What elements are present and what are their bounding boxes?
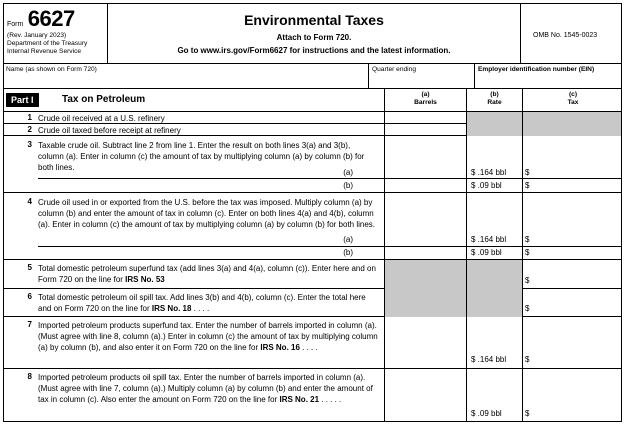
line-text: Imported petroleum products oil spill tax. Enter the number of barrels imported in column (a). (Must agree with line 7, column (a).) Multiply column (a) by column (b) and enter the amount of tax in column (c). Also enter the amount on Form 720 on the line for IRS No. 21 . . . . . <box>38 373 373 404</box>
col-b-header: (b) Rate <box>466 89 522 112</box>
line-number: 3 <box>27 140 32 149</box>
form-word: Form <box>7 21 24 28</box>
line-2 <box>4 124 622 136</box>
line-7-rate-value: $ .164 bbl <box>471 355 507 364</box>
col-a-header: (a) Barrels <box>384 89 466 112</box>
col-c-header: (c) Tax <box>522 89 622 112</box>
line-7-barrels-input[interactable] <box>384 317 466 369</box>
line-1-tax-shaded <box>522 112 622 124</box>
form-number: 6627 <box>27 6 75 31</box>
dollar-sign: $ <box>525 248 530 257</box>
line-number: 1 <box>27 113 32 122</box>
line-text: Taxable crude oil. Subtract line 2 from line 1. Enter the result on both lines 3(a) and 3(b), column (a). Enter in column (c) the amount of tax by multiplying column (a) by column (b) for both lines. <box>38 141 365 172</box>
line-2-barrels-input[interactable] <box>384 124 466 136</box>
line-4b-label: (b) <box>343 248 353 257</box>
dollar-sign: $ <box>525 355 530 364</box>
line-3b-rate: $ .09 bbl <box>471 181 502 190</box>
form-title: Environmental Taxes <box>244 12 384 28</box>
line-2-tax-shaded <box>522 124 622 136</box>
line-text: Crude oil received at a U.S. refinery <box>38 114 165 123</box>
ein-field[interactable]: Employer identification number (EIN) <box>474 64 622 89</box>
line-text: Total domestic petroleum oil spill tax. Add lines 3(b) and 4(b), column (c). Enter the total here and on Form 720 on the line for IRS No. 18 . . . . <box>38 293 366 313</box>
line-3 <box>4 136 622 193</box>
line-8-tax-input[interactable] <box>522 369 622 422</box>
line-4-barrels-input[interactable] <box>384 193 466 260</box>
form-id-block <box>4 4 108 64</box>
line-4a-label: (a) <box>343 235 353 244</box>
line-3-rate <box>466 136 522 193</box>
line-3a-rate: $ .164 bbl <box>471 168 507 177</box>
dollar-sign: $ <box>525 181 530 190</box>
line-8-barrels-input[interactable] <box>384 369 466 422</box>
line-8-rate <box>466 369 522 422</box>
form-6627 <box>3 3 622 422</box>
line-3a-label: (a) <box>343 168 353 177</box>
line-number: 5 <box>27 263 32 272</box>
form-header <box>4 4 622 64</box>
line-5 <box>4 260 622 289</box>
line-1-barrels-input[interactable] <box>384 112 466 124</box>
line-8-rate-value: $ .09 bbl <box>471 409 502 418</box>
line-number: 4 <box>27 197 32 206</box>
department-line: Department of the Treasury <box>7 40 88 47</box>
line-number: 2 <box>27 125 32 134</box>
part-header <box>4 89 622 112</box>
dollar-sign: $ <box>525 276 530 285</box>
line-5-rate-shaded <box>466 260 522 289</box>
title-block <box>108 4 520 64</box>
agency-line: Internal Revenue Service <box>7 48 82 55</box>
line-5-barrels-shaded <box>384 260 466 289</box>
line-text: Imported petroleum products superfund tax. Enter the number of barrels imported in column (a). (Must agree with line 8, column (a).) Enter in column (c) the amount of tax by multiplying column (a) by column (b), and also enter it on Form 720 on the line for IRS No. 16 . . . . <box>38 321 378 352</box>
line-3-barrels-input[interactable] <box>384 136 466 193</box>
line-3-tax-input[interactable] <box>522 136 622 193</box>
line-7-tax-input[interactable] <box>522 317 622 369</box>
part-label: Part I <box>6 93 39 107</box>
line-4-rate <box>466 193 522 260</box>
line-4b-rate: $ .09 bbl <box>471 248 502 257</box>
dollar-sign: $ <box>525 168 530 177</box>
line-1 <box>4 112 622 124</box>
line-6 <box>4 289 622 317</box>
line-3b-label: (b) <box>343 181 353 190</box>
line-number: 7 <box>27 320 32 329</box>
line-4 <box>4 193 622 260</box>
line-text: Total domestic petroleum superfund tax (add lines 3(a) and 4(a), column (c)). Enter here and on Form 720 on the line for IRS No. 53 <box>38 264 376 284</box>
line-text: Crude oil taxed before receipt at refinery <box>38 126 181 135</box>
part-title: Tax on Petroleum <box>62 94 146 105</box>
revision-date: (Rev. January 2023) <box>7 32 67 39</box>
line-text: Crude oil used in or exported from the U.S. before the tax was imposed. Multiply column (a) by column (b) and enter the amount of tax in column (c). Enter on both lines 4(a) and 4(b), column (a). Enter in column (c) the amount of tax by multiplying column (a) by column (b) for both lines. <box>38 198 376 229</box>
line-4a-rate: $ .164 bbl <box>471 235 507 244</box>
attach-instruction: Attach to Form 720. <box>276 33 352 42</box>
name-field[interactable]: Name (as shown on Form 720) <box>6 66 97 73</box>
line-number: 6 <box>27 292 32 301</box>
dollar-sign: $ <box>525 304 530 313</box>
line-6-rate-shaded <box>466 289 522 317</box>
line-4-tax-input[interactable] <box>522 193 622 260</box>
instructions-link[interactable]: Go to www.irs.gov/Form6627 for instructions and the latest information. <box>177 46 451 55</box>
line-2-rate-shaded <box>466 124 522 136</box>
line-8 <box>4 369 622 422</box>
dollar-sign: $ <box>525 409 530 418</box>
line-7-rate <box>466 317 522 369</box>
omb-number: OMB No. 1545-0023 <box>520 4 622 64</box>
line-7 <box>4 317 622 369</box>
line-6-barrels-shaded <box>384 289 466 317</box>
line-1-rate-shaded <box>466 112 522 124</box>
dollar-sign: $ <box>525 235 530 244</box>
line-5-tax-input[interactable] <box>522 260 622 289</box>
quarter-ending-field[interactable]: Quarter ending <box>368 64 474 89</box>
line-number: 8 <box>27 372 32 381</box>
line-6-tax-input[interactable] <box>522 289 622 317</box>
taxpayer-info-row <box>4 64 622 89</box>
